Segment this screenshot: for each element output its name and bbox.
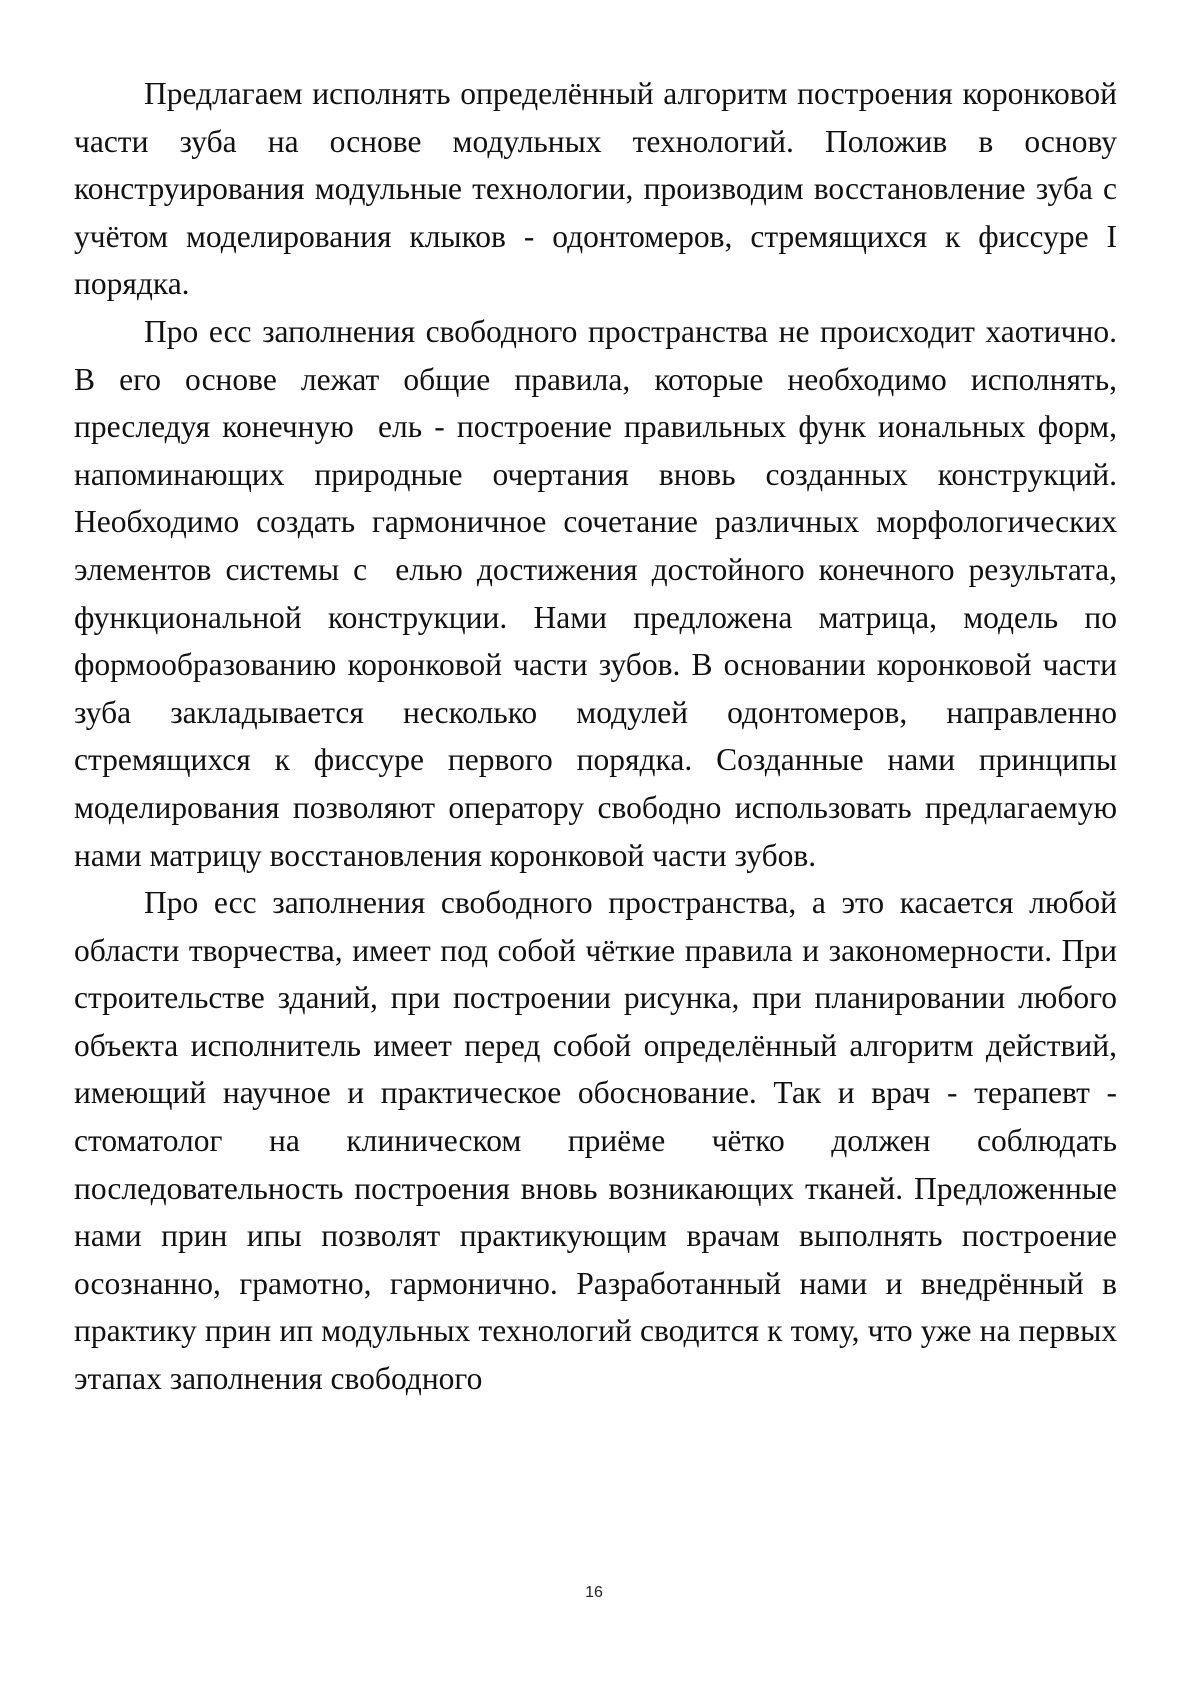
body-text <box>74 70 1125 1403</box>
paragraph-3: Про есс заполнения свободного пространства, а это касается любой области творчества, имеет под собой чёткие правила и закономерности. При строительстве зданий, при построении рисунка, при планировании любого объекта исполнитель имеет перед собой определённый алгоритм действий, имеющий научное и практическое обоснование. Так и врач - терапевт - стоматолог на клиническом приёме чётко должен соблюдать последовательность построения вновь возникающих тканей. Предложенные нами прин ипы позволят практикующим врачам выполнять построение осознанно, грамотно, гармонично. Разработанный нами и внедрённый в практику прин ип модульных технологий сводится к тому, что уже на первых этапах заполнения свободного <box>74 885 1125 1397</box>
paragraph-1: Предлагаем исполнять определённый алгоритм построения коронковой части зуба на основе модульных технологий. Положив в основу конструирования модульные технологии, производим восстановление зуба с учётом моделирования клыков - одонтомеров, стремящихся к фиссуре I порядка. <box>74 76 1125 302</box>
paragraph-2: Про есс заполнения свободного пространства не происходит хаотично. В его основе лежат общие правила, которые необходимо исполнять, преследуя конечную ель - построение правильных функ иональных форм, напоминающих природные очертания вновь созданных конструкций. Необходимо создать гармоничное сочетание различных морфологических элементов системы с елью достижения достойного конечного результата, функциональной конструкции. Нами предложена матрица, модель по формообразованию коронковой части зубов. В основании коронковой части зуба закладывается несколько модулей одонтомеров, направленно стремящихся к фиссуре первого порядка. Созданные нами принципы моделирования позволяют оператору свободно использовать предлагаемую нами матрицу восстановления коронковой части зубов. <box>74 313 1125 873</box>
page-number: 16 <box>585 1584 603 1601</box>
